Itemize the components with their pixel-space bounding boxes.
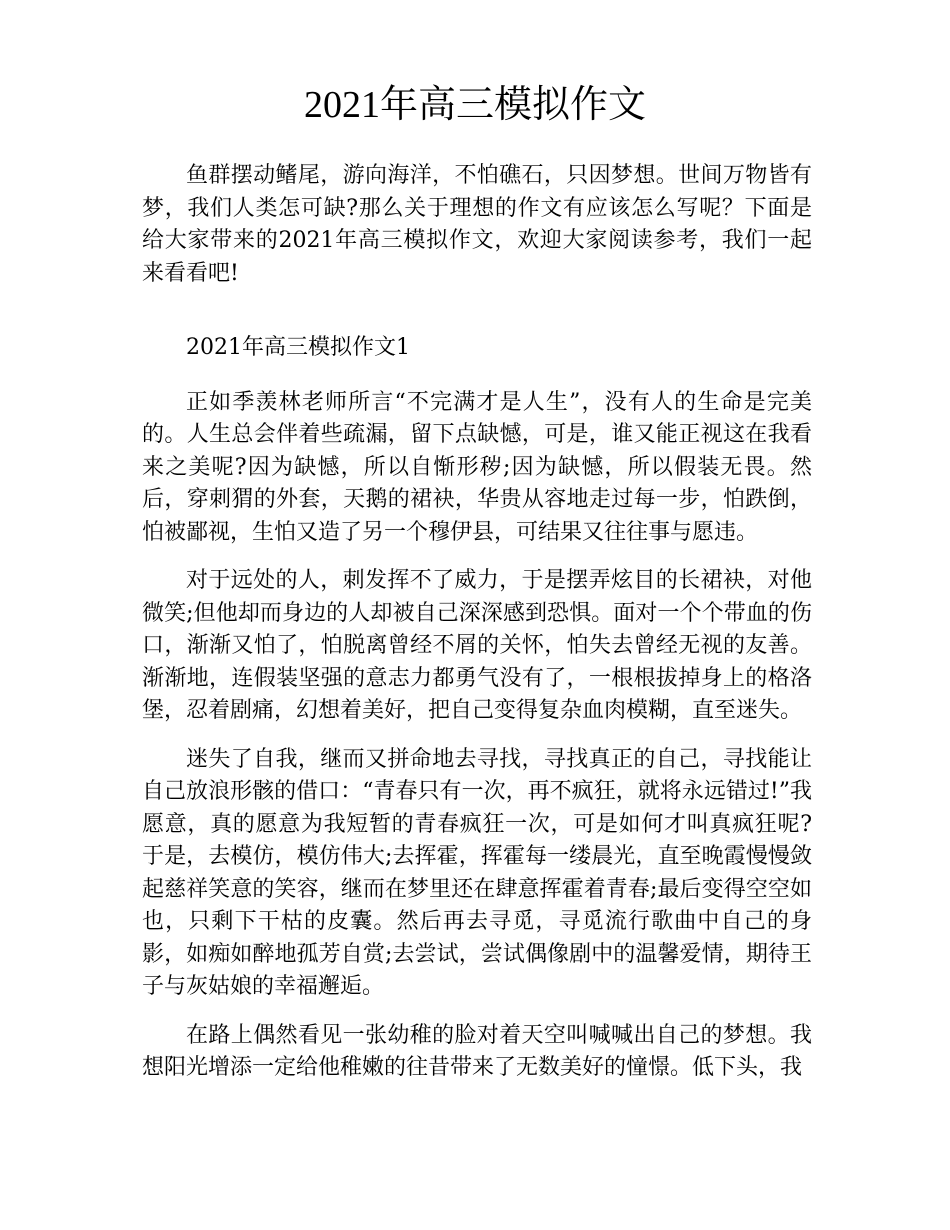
body-paragraph-2: 对于远处的人，刺发挥不了威力，于是摆弄炫目的长裙袂，对他微笑;但他却而身边的人却被自己深深感到恐惧。面对一个个带血的伤口，渐渐又怕了，怕脱离曾经不屑的关怀，怕失去曾经无视的友善。渐渐地，连假装坚强的意志力都勇气没有了，一根根拔掉身上的格洛堡，忍着剧痛，幻想着美好，把自己变得复杂血肉模糊，直至迷失。	[142, 568, 812, 723]
document-body	[142, 160, 812, 1101]
body-paragraph-1: 正如季羡林老师所言“不完满才是人生”，没有人的生命是完美的。人生总会伴着些疏漏，留下点缺憾，可是，谁又能正视这在我看来之美呢?因为缺憾，所以自惭形秽;因为缺憾，所以假装无畏。然后，穿刺猬的外套，天鹅的裙袂，华贵从容地走过每一步，怕跌倒，怕被鄙视，生怕又造了另一个穆伊县，可结果又往往事与愿违。	[142, 389, 812, 545]
section-heading: 2021年高三模拟作文1	[186, 335, 410, 360]
document-title: 2021年高三模拟作文	[303, 84, 646, 126]
body-paragraph-3: 迷失了自我，继而又拼命地去寻找，寻找真正的自己，寻找能让自己放浪形骸的借口：“青春只有一次，再不疯狂，就将永远错过!”我愿意，真的愿意为我短暂的青春疯狂一次，可是如何才叫真疯狂呢?于是，去模仿，模仿伟大;去挥霍，挥霍每一缕晨光，直至晚霞慢慢敛起慈祥笑意的笑容，继而在梦里还在肆意挥霍着青春;最后变得空空如也，只剩下干枯的皮囊。然后再去寻觅，寻觅流行歌曲中自己的身影，如痴如醉地孤芳自赏;去尝试，尝试偶像剧中的温馨爱情，期待王子与灰姑娘的幸福邂逅。	[142, 746, 812, 999]
intro-paragraph: 鱼群摆动鳍尾，游向海洋，不怕礁石，只因梦想。世间万物皆有梦，我们人类怎可缺?那么关于理想的作文有应该怎么写呢？下面是给大家带来的2021年高三模拟作文，欢迎大家阅读参考，我们一起来看看吧!	[142, 163, 812, 286]
body-paragraph-4: 在路上偶然看见一张幼稚的脸对着天空叫喊喊出自己的梦想。我想阳光增添一定给他稚嫩的往昔带来了无数美好的憧憬。低下头，我	[142, 1022, 812, 1080]
